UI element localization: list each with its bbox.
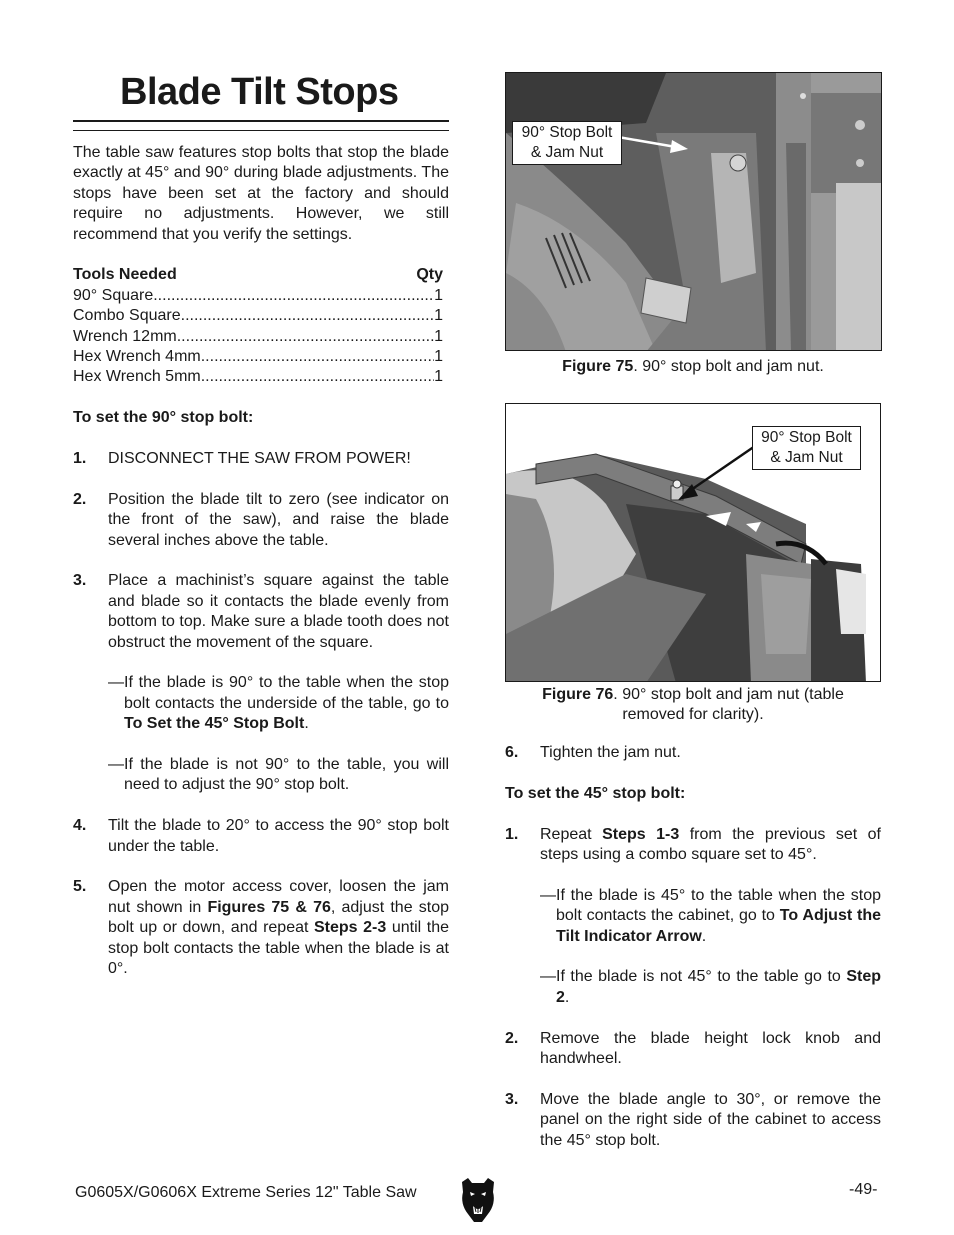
step-90-4: 4. Tilt the blade to 20° to access the 90° stop bolt under the table.	[73, 817, 449, 855]
figure-75-callout: 90° Stop Bolt & Jam Nut	[512, 121, 622, 165]
figure-75-illustration	[506, 73, 882, 351]
step-45-1-substep-2: —If the blade is not 45° to the table go to Step 2.	[540, 968, 881, 1006]
title-rule-thin	[73, 130, 449, 131]
grizzly-bear-logo-icon	[458, 1174, 498, 1224]
step-45-3: 3. Move the blade angle to 30°, or remove the panel on the right side of the cabinet to access the 45° stop bolt.	[505, 1090, 881, 1149]
figure-75-caption: Figure 75. 90° stop bolt and jam nut.	[562, 358, 824, 375]
page-title: Blade Tilt Stops	[120, 71, 399, 113]
intro-paragraph: The table saw features stop bolts that stop the blade exactly at 45° and 90° during blade adjustments. The stops have been set at the factory and should require no adjustments. However, we still recommend that you verify the settings.	[73, 144, 449, 243]
figure-76-caption: Figure 76. 90° stop bolt and jam nut (table removed for clarity).	[542, 686, 844, 724]
footer-page-number: -49-	[849, 1181, 878, 1198]
step-45-2: 2. Remove the blade height lock knob and handwheel.	[505, 1029, 881, 1068]
step-90-3-substep-2: —If the blade is not 90° to the table, you will need to adjust the 90° stop bolt.	[108, 756, 449, 794]
step-90-3-substep-1: —If the blade is 90° to the table when the stop bolt contacts the underside of the table, go to To Set the 45° Stop Bolt.	[108, 674, 449, 733]
tool-item: Hex Wrench 4mm ..... 1	[73, 347, 443, 367]
tools-header-name: Tools Needed	[73, 266, 177, 284]
tools-header-qty: Qty	[416, 266, 443, 284]
tool-item: Wrench 12mm ..... 1	[73, 327, 443, 347]
step-45-1: 1. Repeat Steps 1-3 from the previous set of steps using a combo square set to 45°.	[505, 825, 882, 863]
right-column	[505, 743, 881, 1151]
step-90-2: 2. Position the blade tilt to zero (see indicator on the front of the saw), and raise the blade several inches above the table.	[73, 490, 449, 549]
tool-item: 90° Square ..... 1	[73, 286, 443, 306]
figure-75-photo	[505, 72, 882, 351]
tools-header	[73, 265, 443, 285]
step-90-6: 6. Tighten the jam nut.	[505, 744, 681, 761]
section-45-heading: To set the 45° stop bolt:	[505, 784, 686, 802]
footer-model: G0605X/G0606X Extreme Series 12" Table Saw	[75, 1184, 417, 1201]
tool-item: Combo Square ..... 1	[73, 306, 443, 326]
tool-item: Hex Wrench 5mm ..... 1	[73, 367, 443, 387]
step-90-3: 3. Place a machinist’s square against the table and blade so it contacts the blade evenly from bottom to top. Make sure a blade tooth does not obstruct the movement of the square.	[73, 572, 449, 651]
figure-76-callout: 90° Stop Bolt & Jam Nut	[752, 426, 861, 470]
section-90-heading: To set the 90° stop bolt:	[73, 409, 254, 427]
left-column	[73, 143, 449, 980]
step-90-1: 1. DISCONNECT THE SAW FROM POWER!	[73, 450, 411, 468]
step-45-1-substep-1: —If the blade is 45° to the table when the stop bolt contacts the cabinet, go to To Adjust the Tilt Indicator Arrow.	[540, 886, 881, 945]
step-90-5: 5. Open the motor access cover, loosen the jam nut shown in Figures 75 & 76, adjust the stop bolt up or down, and repeat Steps 2-3 until the stop bolt contacts the table when the blade is at 0°.	[73, 878, 449, 978]
title-rule-thick	[73, 120, 449, 122]
